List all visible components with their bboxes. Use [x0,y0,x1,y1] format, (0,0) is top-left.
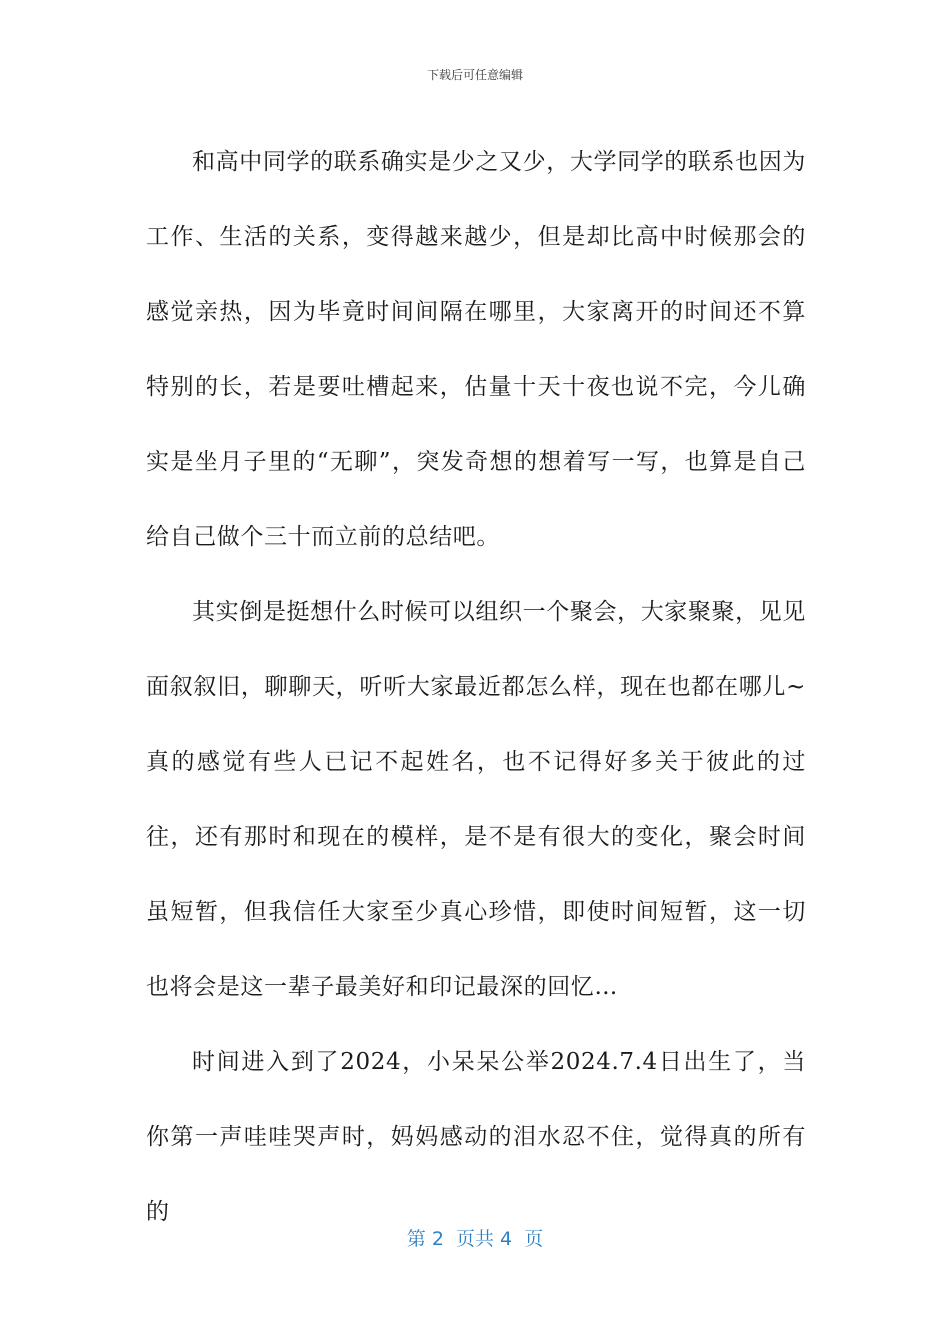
page-header: 下载后可任意编辑 [426,68,523,82]
paragraph-2: 其实倒是挺想什么时候可以组织一个聚会，大家聚聚，见见面叙叙旧，聊聊天，听听大家最近都怎么样，现在也都在哪儿~真的感觉有些人已记不起姓名，也不记得好多关于彼此的过往，还有那时和现在的模样，是不是有很大的变化，聚会时间虽短暂，但我信任大家至少真心珍惜，即使时间短暂，这一切也将会是这一辈子最美好和印记最深的回忆… [146,599,806,1000]
page-number-footer: 第 2 页共 4 页 [406,1228,544,1250]
paragraph-3: 时间进入到了2024，小呆呆公举2024.7.4日出生了，当你第一声哇哇哭声时，妈妈感动的泪水忍不住，觉得真的所有的 [146,1049,806,1225]
document-body [146,125,806,1250]
paragraph-1: 和高中同学的联系确实是少之又少，大学同学的联系也因为工作、生活的关系，变得越来越少，但是却比高中时候那会的感觉亲热，因为毕竟时间间隔在哪里，大家离开的时间还不算特别的长，若是要吐槽起来，估量十天十夜也说不完，今儿确实是坐月子里的“无聊”，突发奇想的想着写一写，也算是自己给自己做个三十而立前的总结吧。 [146,149,806,550]
